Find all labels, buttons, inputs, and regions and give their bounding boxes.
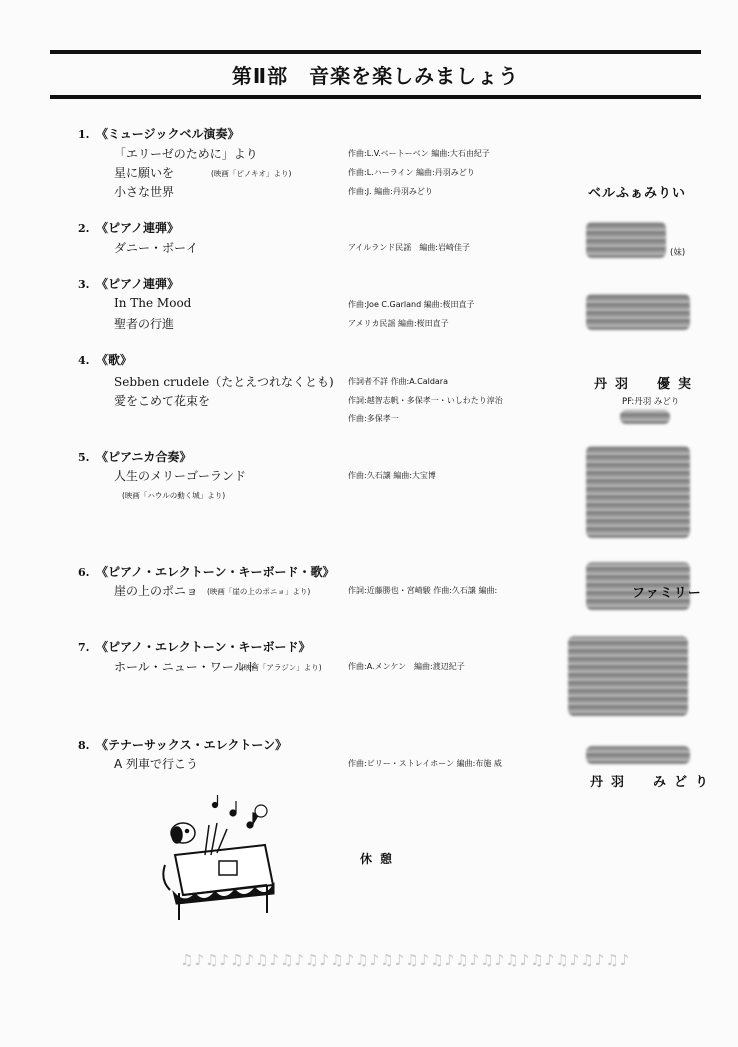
piece-credit: アメリカ民謡 編曲:桜田直子 [348,319,449,328]
piece-credit: 作曲:J. 編曲:丹羽みどり [348,187,433,196]
intermission: 休憩 [360,852,401,866]
accompanist: PF:丹羽 みどり [622,397,680,407]
footer-notes: ♫♪♫♪♫♪♫♪♫♪♫♪♫♪♫♪♫♪♫♪♫♪♫♪♫♪♫♪♫♪♫♪♫♪♫♪ [180,951,631,969]
item-number: 7. [78,641,90,654]
item-category: 《ピアニカ合奏》 [96,450,192,464]
piece-credit: 作曲:L.ハーライン 編曲:丹羽みどり [348,168,475,177]
piece-title: 星に願いを [114,166,175,180]
redacted-performer [586,294,690,330]
item-category: 《ピアノ連弾》 [96,221,180,235]
piece-note: (映画「ピノキオ」より) [211,169,292,178]
piece-title: 崖の上のポニョ [114,584,199,598]
item-number: 4. [78,354,90,367]
dog [171,823,195,843]
dog-piano-illustration [155,795,285,930]
piece-title: 聖者の行進 [114,317,175,331]
piece-note: (映画「崖の上のポニョ」より) [207,587,311,596]
piece-credit: 作曲:Joe C.Garland 編曲:桜田直子 [348,300,475,309]
item-number: 3. [78,278,90,291]
piano-body [163,845,273,920]
piece-title: In The Mood [114,296,192,310]
piece-title: 小さな世界 [114,185,175,199]
piece-title: ダニー・ボーイ [114,241,199,255]
title-underline [50,95,701,99]
piece-credit: 作詞:越智志帆・多保孝一・いしわたり淳治 [348,396,503,405]
performer: ファミリー [632,586,702,601]
piece-note: (映画「アラジン」より) [241,663,322,672]
redacted-performer [586,222,666,258]
performer-suffix: (妹) [670,248,686,258]
item-category: 《ピアノ連弾》 [96,277,180,291]
piece-note: (映画「ハウルの動く城」より) [122,491,226,500]
top-rule [50,50,701,54]
item-number: 8. [78,739,90,752]
performer: 丹羽 優実 [594,377,700,392]
piece-title: 愛をこめて花束を [114,394,211,408]
piece-title: Sebben crudele（たとえつれなくとも) [114,375,334,389]
piece-credit: アイルランド民謡 編曲:岩崎佳子 [348,243,470,252]
piece-credit: 作詞者不詳 作曲:A.Caldara [348,377,448,386]
item-number: 5. [78,451,90,464]
item-category: 《ピアノ・エレクトーン・キーボード・歌》 [96,565,335,579]
piece-credit: 作詞:近藤勝也・宮崎駿 作曲:久石譲 編曲: [348,586,498,595]
performer: 丹羽 みどり [590,775,717,790]
piece-title: 人生のメリーゴーランド [114,469,247,483]
piece-credit: 作曲:L.V.ベートーベン 編曲:大石由紀子 [348,149,490,158]
item-number: 2. [78,222,90,235]
redacted-performer [586,746,690,764]
item-category: 《テナーサックス・エレクトーン》 [96,738,288,752]
redacted-performer [568,636,688,716]
item-category: 《ピアノ・エレクトーン・キーボード》 [96,640,311,654]
item-category: 《ミュージックベル演奏》 [96,127,240,141]
piece-credit: 作曲:ビリー・ストレイホーン 編曲:布施 威 [348,759,502,768]
piece-credit: 作曲:久石譲 編曲:大宝博 [348,471,436,480]
piece-title: ホール・ニュー・ワールド [114,660,258,674]
music-notes [213,795,268,828]
item-number: 1. [78,128,90,141]
piece-credit: 作曲:A.メンケン 編曲:渡辺紀子 [348,662,465,671]
item-number: 6. [78,566,90,579]
redacted-performer [620,410,670,424]
piece-title: 「エリーゼのために」より [114,147,258,161]
item-category: 《歌》 [96,353,133,367]
piece-title: A 列車で行こう [114,757,199,771]
redacted-performer [586,446,690,538]
page-title: 第Ⅱ部 音楽を楽しみましょう [231,64,520,88]
piece-credit: 作曲:多保孝一 [348,414,399,423]
performer: ベルふぁみりい [588,186,687,201]
